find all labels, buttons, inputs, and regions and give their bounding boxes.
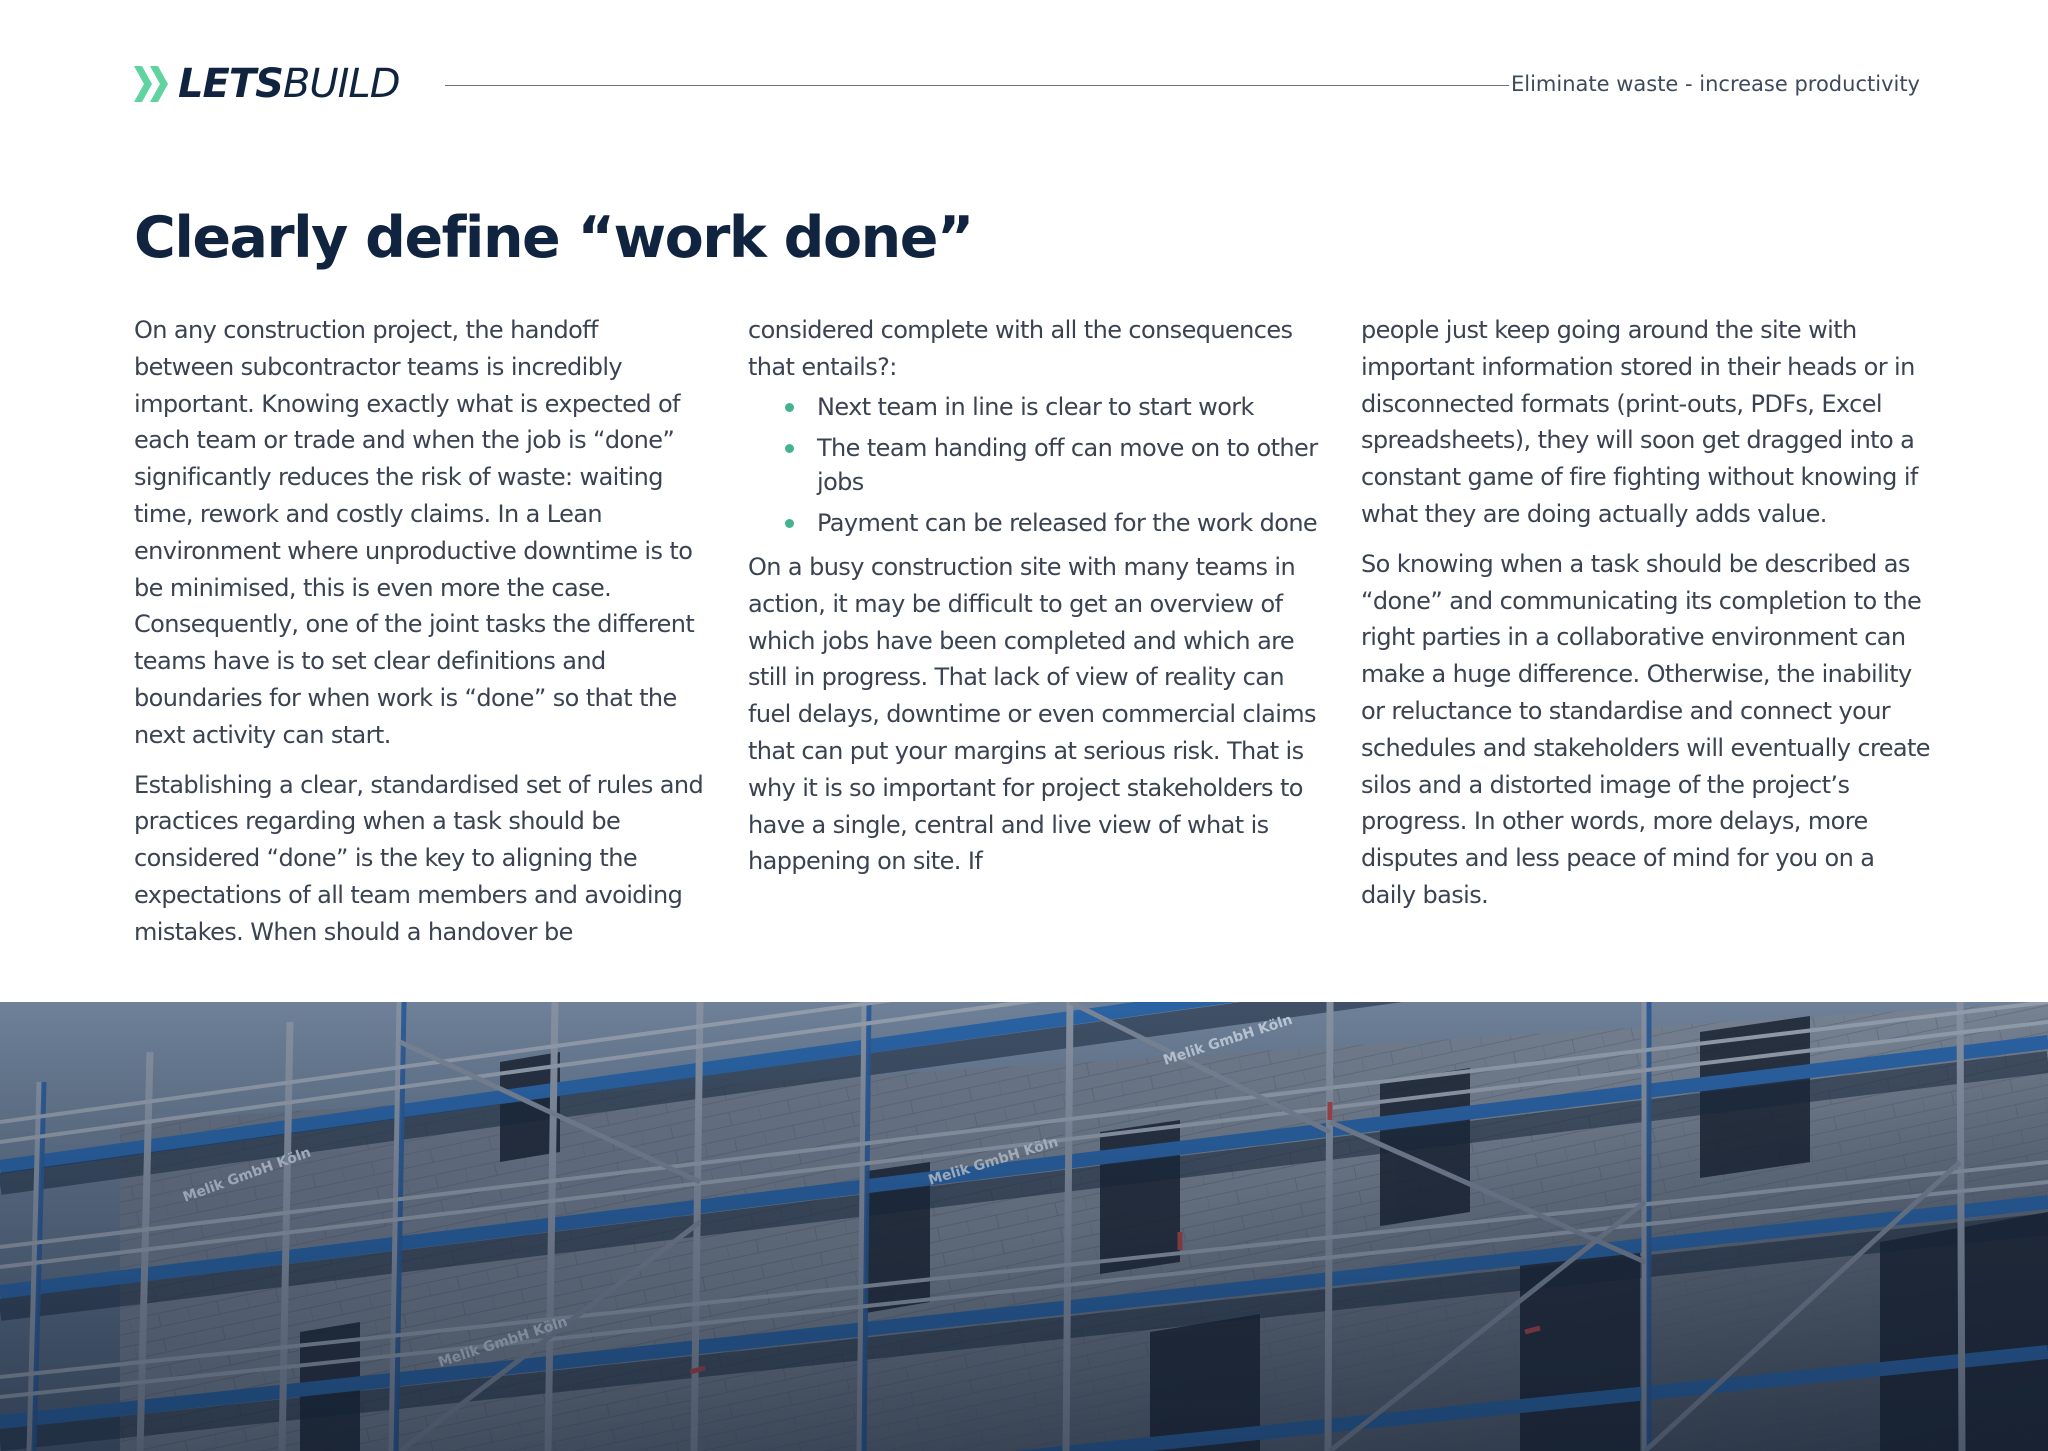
header-divider [445, 85, 1509, 86]
list-item [748, 391, 1318, 425]
bullet-dot-icon [785, 444, 794, 453]
column1-paragraph-1: On any construction project, the handoff between subcontractor teams is incredibly important. Knowing exactly what is expected of each team or trade and when the job is “done” significantly reduces the risk of waste: waiting time, rework and costly claims. In a Lean environment where unproductive downtime is to be minimised, this is even more the case. Consequently, one of the joint tasks the different teams have is to set clear definitions and boundaries for when work is “done” so that the next activity can start. [134, 316, 695, 749]
list-item-text: Payment can be released for the work done [817, 509, 1318, 538]
logo-chevron-icon [134, 62, 174, 106]
logo-wordmark-bold: LETS [178, 61, 283, 107]
list-item-text: The team handing off can move on to other jobs [817, 434, 1318, 496]
column3-paragraph-1: people just keep going around the site with important information stored in their heads or in disconnected formats (print-outs, PDFs, Excel spreadsheets), they will soon get dragged into a constant game of fire fighting without knowing if what they are doing actually adds value. [1361, 316, 1918, 528]
column2-paragraph-2: On a busy construction site with many teams in action, it may be difficult to get an overview of which jobs have been completed and which are still in progress. That lack of view of reality can fuel delays, downtime or even commercial claims that can put your margins at serious risk. That is why it is so important for project stakeholders to have a single, central and live view of what is happening on site. If [748, 552, 1316, 876]
logo-wordmark-light: BUILD [282, 61, 400, 107]
scaffolding-image [0, 1002, 2048, 1451]
text-column-3 [1361, 312, 1931, 927]
column2-paragraph-1: considered complete with all the consequences that entails?: [748, 316, 1293, 381]
bullet-dot-icon [785, 403, 794, 412]
page-title: Clearly define “work done” [134, 205, 973, 271]
scaffolding-photo [0, 1002, 2048, 1451]
list-item-text: Next team in line is clear to start work [817, 392, 1254, 421]
page-header [134, 62, 1920, 106]
logo-wordmark [178, 62, 400, 106]
text-column-2 [748, 312, 1318, 893]
bullet-dot-icon [785, 519, 794, 528]
column1-paragraph-2: Establishing a clear, standardised set of rules and practices regarding when a task should be considered “done” is the key to aligning the expectations of all team members and avoiding mistakes. When should a handover be [134, 770, 704, 946]
header-tagline: Eliminate waste - increase productivity [1510, 72, 1920, 96]
list-item [748, 432, 1318, 499]
handover-consequences-list [748, 391, 1318, 541]
letsbuild-logo [134, 62, 400, 106]
text-column-1 [134, 312, 704, 964]
list-item [748, 507, 1318, 541]
column3-paragraph-2: So knowing when a task should be described as “done” and communicating its completion to the right parties in a collaborative environment can make a huge difference. Otherwise, the inability or reluctance to standardise and connect your schedules and stakeholders will eventually create silos and a distorted image of the project’s progress. In other words, more delays, more disputes and less peace of mind for you on a daily basis. [1361, 549, 1930, 909]
